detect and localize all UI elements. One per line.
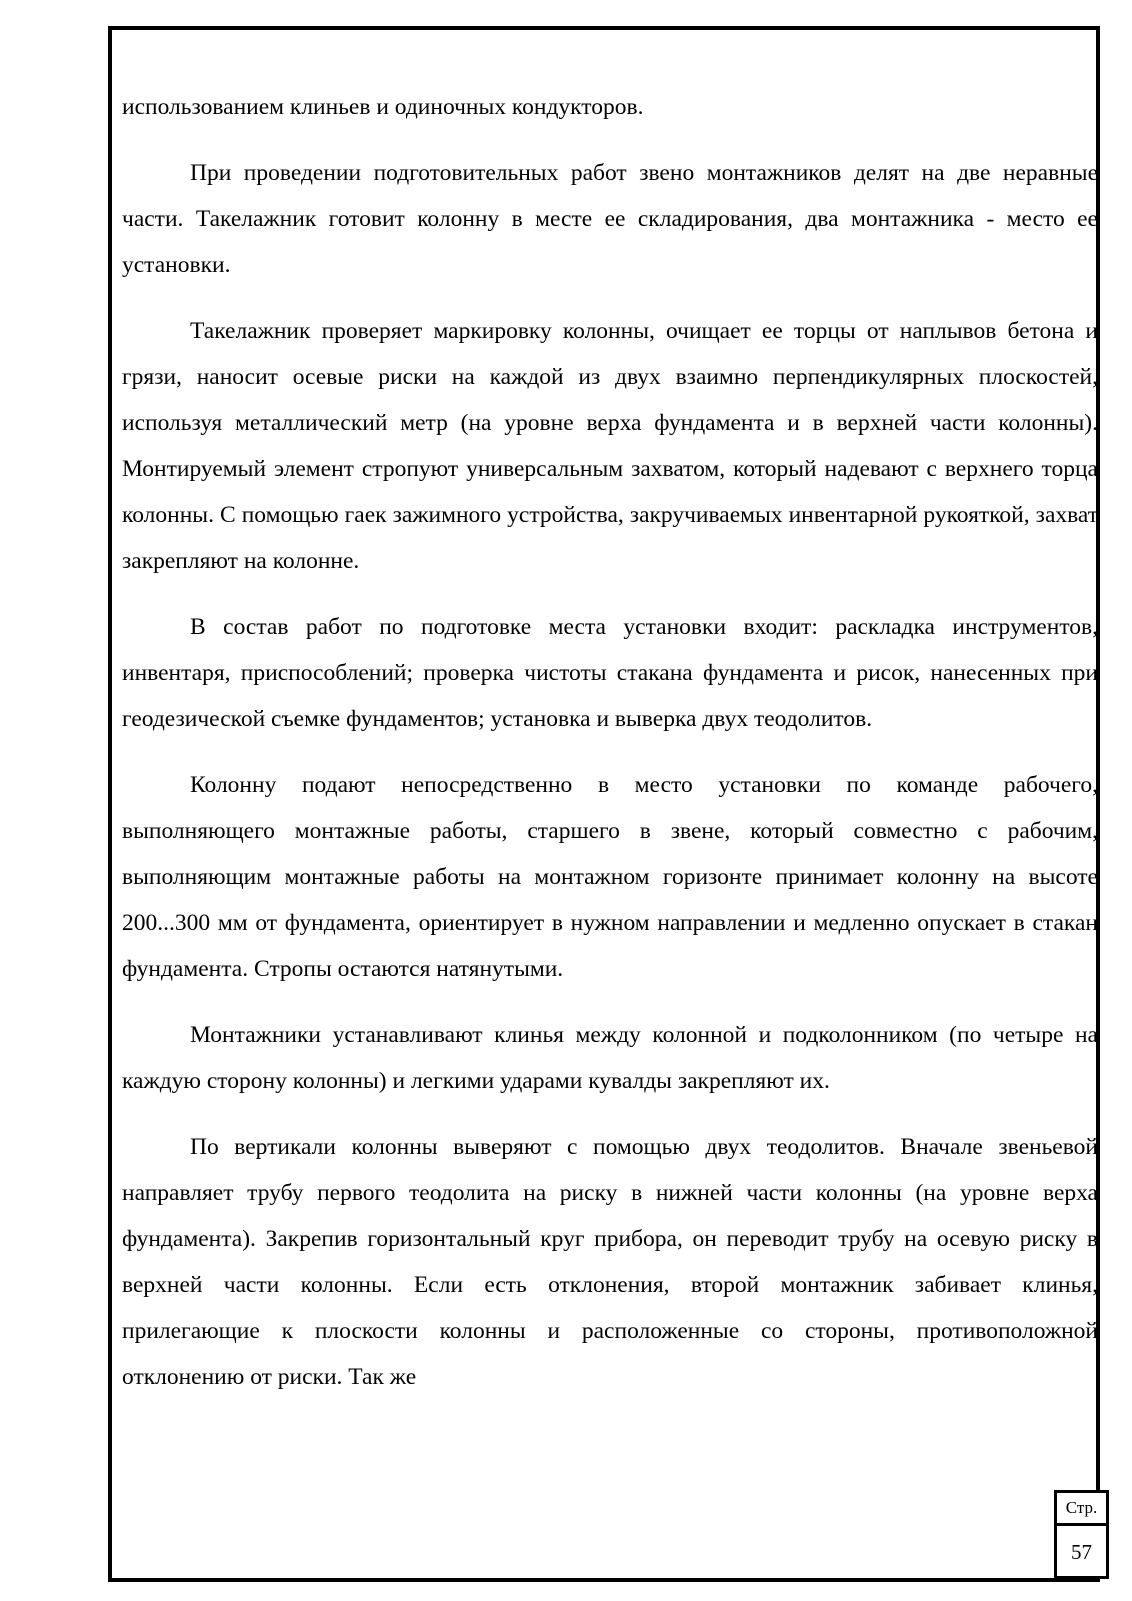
- paragraph-5: Колонну подают непосредственно в место установки по команде рабочего, выполняющего монтажные работы, старшего в звене, который совместно с рабочим, выполняющим монтажные работы на монтажном горизонте принимает колонну на высоте 200...300 мм от фундамента, ориентирует в нужном направлении и медленно опускает в стакан фундамента. Стропы остаются натянутыми.: [122, 772, 1098, 982]
- paragraph-1: использованием клиньев и одиночных кондукторов.: [122, 94, 644, 120]
- paragraph-4: В состав работ по подготовке места установки входит: раскладка инструментов, инвентаря, приспособлений; проверка чистоты стакана фундамента и рисок, нанесенных при геодезической съемке фундаментов; установка и выверка двух теодолитов.: [122, 614, 1098, 732]
- paragraph-3: Такелажник проверяет маркировку колонны, очищает ее торцы от наплывов бетона и грязи, наносит осевые риски на каждой из двух взаимно перпендикулярных плоскостей, используя металлический метр (на уровне верха фундамента и в верхней части колонны). Монтируемый элемент стропуют универсальным захватом, который надевают с верхнего торца колонны. С помощью гаек зажимного устройства, закручиваемых инвентарной рукояткой, захват закрепляют на колонне.: [122, 318, 1098, 574]
- paragraph-6: Монтажники устанавливают клинья между колонной и подколонником (по четыре на каждую сторону колонны) и легкими ударами кувалды закрепляют их.: [122, 1022, 1098, 1094]
- page-number-box: [1054, 1490, 1109, 1579]
- page-number: 57: [1071, 1540, 1092, 1564]
- document-body: [122, 84, 1098, 1420]
- paragraph-7: По вертикали колонны выверяют с помощью двух теодолитов. Вначале звеньевой направляет трубу первого теодолита на риску в нижней части колонны (на уровне верха фундамента). Закрепив горизонтальный круг прибора, он переводит трубу на осевую риску в верхней части колонны. Если есть отклонения, второй монтажник забивает клинья, прилегающие к плоскости колонны и расположенные со стороны, противоположной отклонению от риски. Так же: [122, 1134, 1098, 1390]
- paragraph-2: При проведении подготовительных работ звено монтажников делят на две неравные части. Такелажник готовит колонну в месте ее складирования, два монтажника - место ее установки.: [122, 160, 1098, 278]
- page-label: Стр.: [1057, 1493, 1106, 1526]
